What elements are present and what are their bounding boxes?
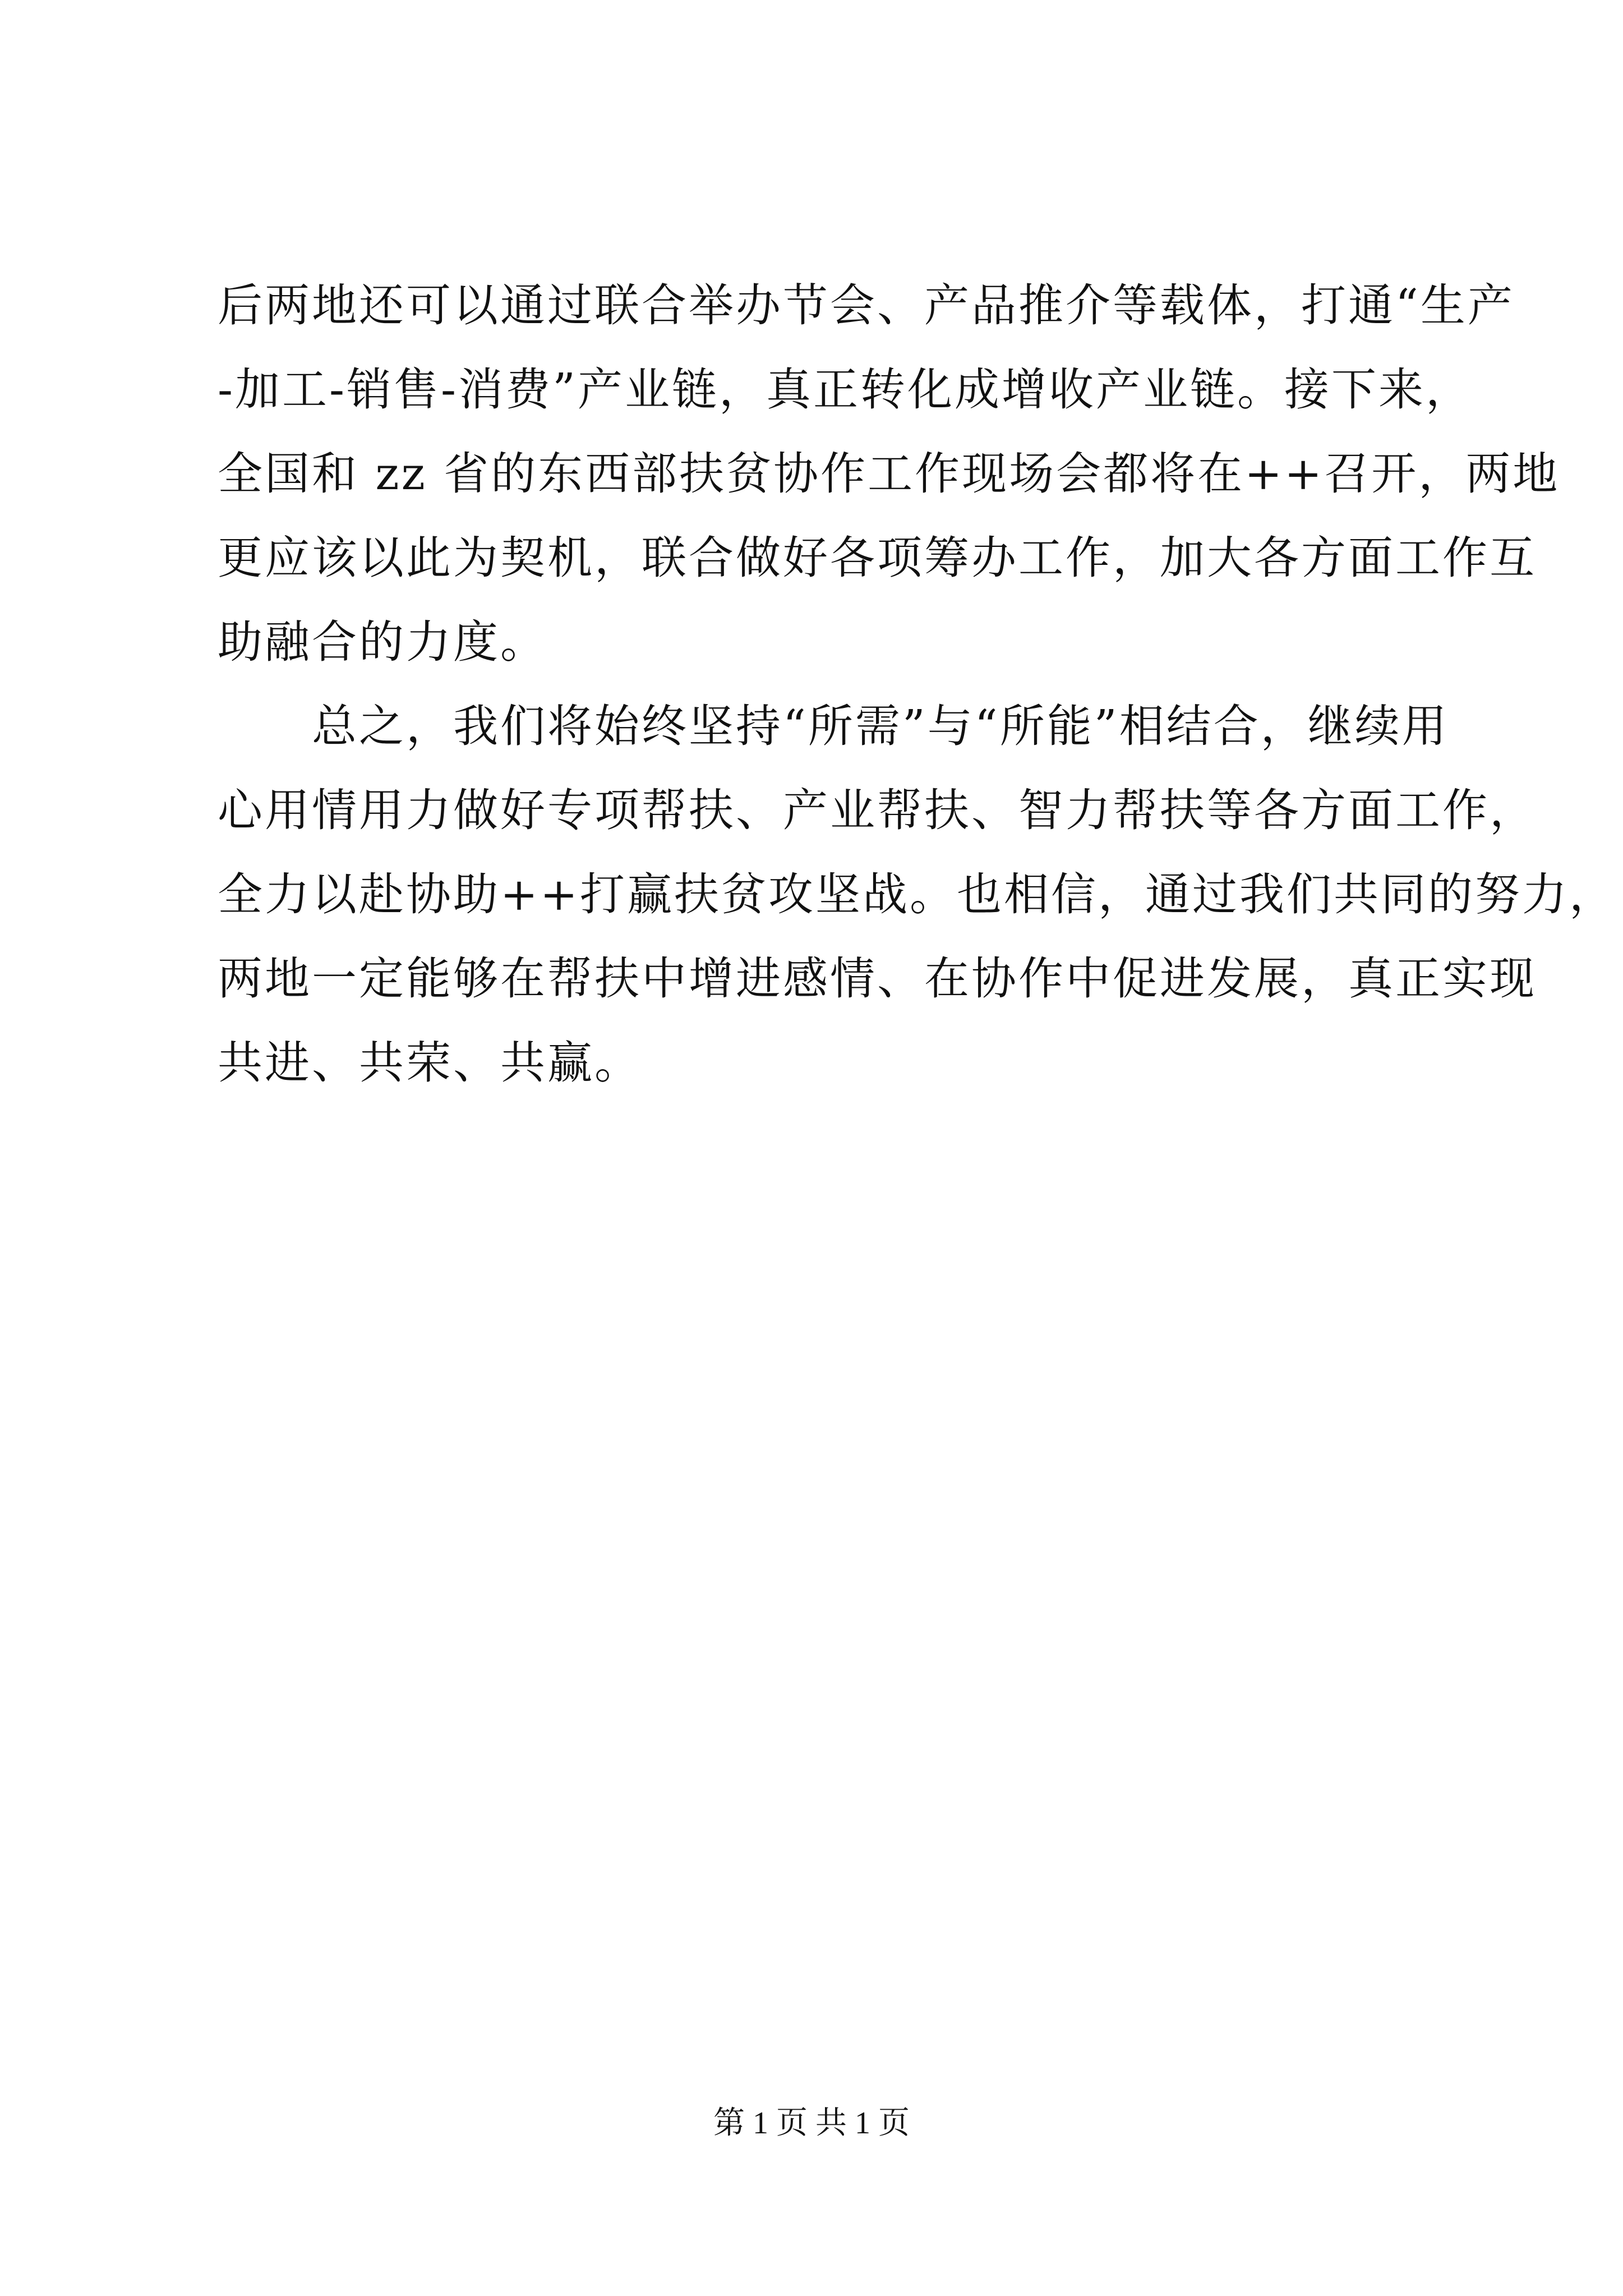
paragraph-line: 心用情用力做好专项帮扶、产业帮扶、智力帮扶等各方面工作， — [218, 784, 1537, 836]
paragraph-line: -加工-销售-消费”产业链，真正转化成增收产业链。接下来， — [218, 364, 1473, 416]
page-number-footer: 第 1 页 共 1 页 — [713, 2106, 910, 2141]
paragraph-line: 更应该以此为契机，联合做好各项筹办工作，加大各方面工作互 — [218, 532, 1537, 584]
paragraph-line: 全力以赴协助++打赢扶贫攻坚战。也相信，通过我们共同的努力， — [218, 868, 1617, 921]
paragraph-line: 全国和 zz 省的东西部扶贫协作工作现场会都将在++召开，两地 — [218, 448, 1560, 500]
paragraph-2 — [218, 684, 1617, 1105]
paragraph-line: 助融合的力度。 — [218, 616, 547, 668]
paragraph-line: 后两地还可以通过联合举办节会、产品推介等载体，打通“生产 — [218, 279, 1515, 332]
paragraph-line: 总之，我们将始终坚持“所需”与“所能”相结合，继续用 — [312, 700, 1449, 752]
document-body — [218, 264, 1617, 1105]
paragraph-line: 共进、共荣、共赢。 — [218, 1037, 642, 1089]
paragraph-1 — [218, 264, 1560, 684]
paragraph-line: 两地一定能够在帮扶中增进感情、在协作中促进发展，真正实现 — [218, 953, 1537, 1005]
